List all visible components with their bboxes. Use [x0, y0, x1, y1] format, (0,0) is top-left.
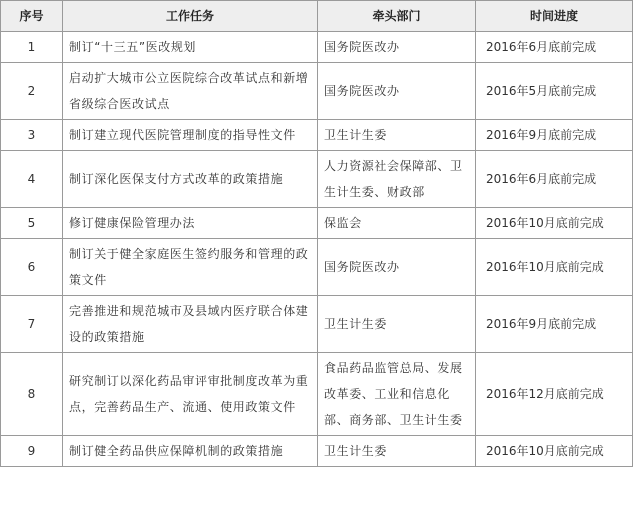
table-row: [1, 353, 633, 436]
row-task: 修订健康保险管理办法: [63, 208, 318, 239]
row-department: 保监会: [318, 208, 476, 239]
table-row: [1, 208, 633, 239]
row-schedule: 2016年12月底前完成: [476, 353, 633, 436]
row-number: 6: [1, 239, 63, 296]
row-number: 9: [1, 436, 63, 467]
row-number: 8: [1, 353, 63, 436]
row-task: 制订建立现代医院管理制度的指导性文件: [63, 120, 318, 151]
row-department: 人力资源社会保障部、卫生计生委、财政部: [318, 151, 476, 208]
row-schedule: 2016年9月底前完成: [476, 296, 633, 353]
row-department: 卫生计生委: [318, 296, 476, 353]
row-task: 完善推进和规范城市及县域内医疗联合体建设的政策措施: [63, 296, 318, 353]
row-department: 国务院医改办: [318, 32, 476, 63]
row-number: 7: [1, 296, 63, 353]
header-task: 工作任务: [63, 1, 318, 32]
row-number: 4: [1, 151, 63, 208]
row-schedule: 2016年5月底前完成: [476, 63, 633, 120]
row-schedule: 2016年6月底前完成: [476, 151, 633, 208]
row-number: 2: [1, 63, 63, 120]
row-schedule: 2016年10月底前完成: [476, 239, 633, 296]
row-task: 制订健全药品供应保障机制的政策措施: [63, 436, 318, 467]
table-row: [1, 151, 633, 208]
table-row: [1, 296, 633, 353]
row-task: 启动扩大城市公立医院综合改革试点和新增省级综合医改试点: [63, 63, 318, 120]
row-schedule: 2016年9月底前完成: [476, 120, 633, 151]
table-row: [1, 63, 633, 120]
table-row: [1, 239, 633, 296]
header-schedule: 时间进度: [476, 1, 633, 32]
row-schedule: 2016年10月底前完成: [476, 436, 633, 467]
row-number: 3: [1, 120, 63, 151]
row-schedule: 2016年6月底前完成: [476, 32, 633, 63]
row-number: 5: [1, 208, 63, 239]
header-department: 牵头部门: [318, 1, 476, 32]
row-department: 国务院医改办: [318, 239, 476, 296]
table-row: [1, 436, 633, 467]
row-department: 国务院医改办: [318, 63, 476, 120]
row-department: 卫生计生委: [318, 436, 476, 467]
table-row: [1, 120, 633, 151]
row-number: 1: [1, 32, 63, 63]
row-task: 制订深化医保支付方式改革的政策措施: [63, 151, 318, 208]
row-department: 卫生计生委: [318, 120, 476, 151]
row-task: 研究制订以深化药品审评审批制度改革为重点，完善药品生产、流通、使用政策文件: [63, 353, 318, 436]
row-department: 食品药品监管总局、发展改革委、工业和信息化部、商务部、卫生计生委: [318, 353, 476, 436]
row-schedule: 2016年10月底前完成: [476, 208, 633, 239]
header-row: [1, 1, 633, 32]
row-task: 制订关于健全家庭医生签约服务和管理的政策文件: [63, 239, 318, 296]
header-number: 序号: [1, 1, 63, 32]
row-task: 制订“十三五”医改规划: [63, 32, 318, 63]
table-row: [1, 32, 633, 63]
